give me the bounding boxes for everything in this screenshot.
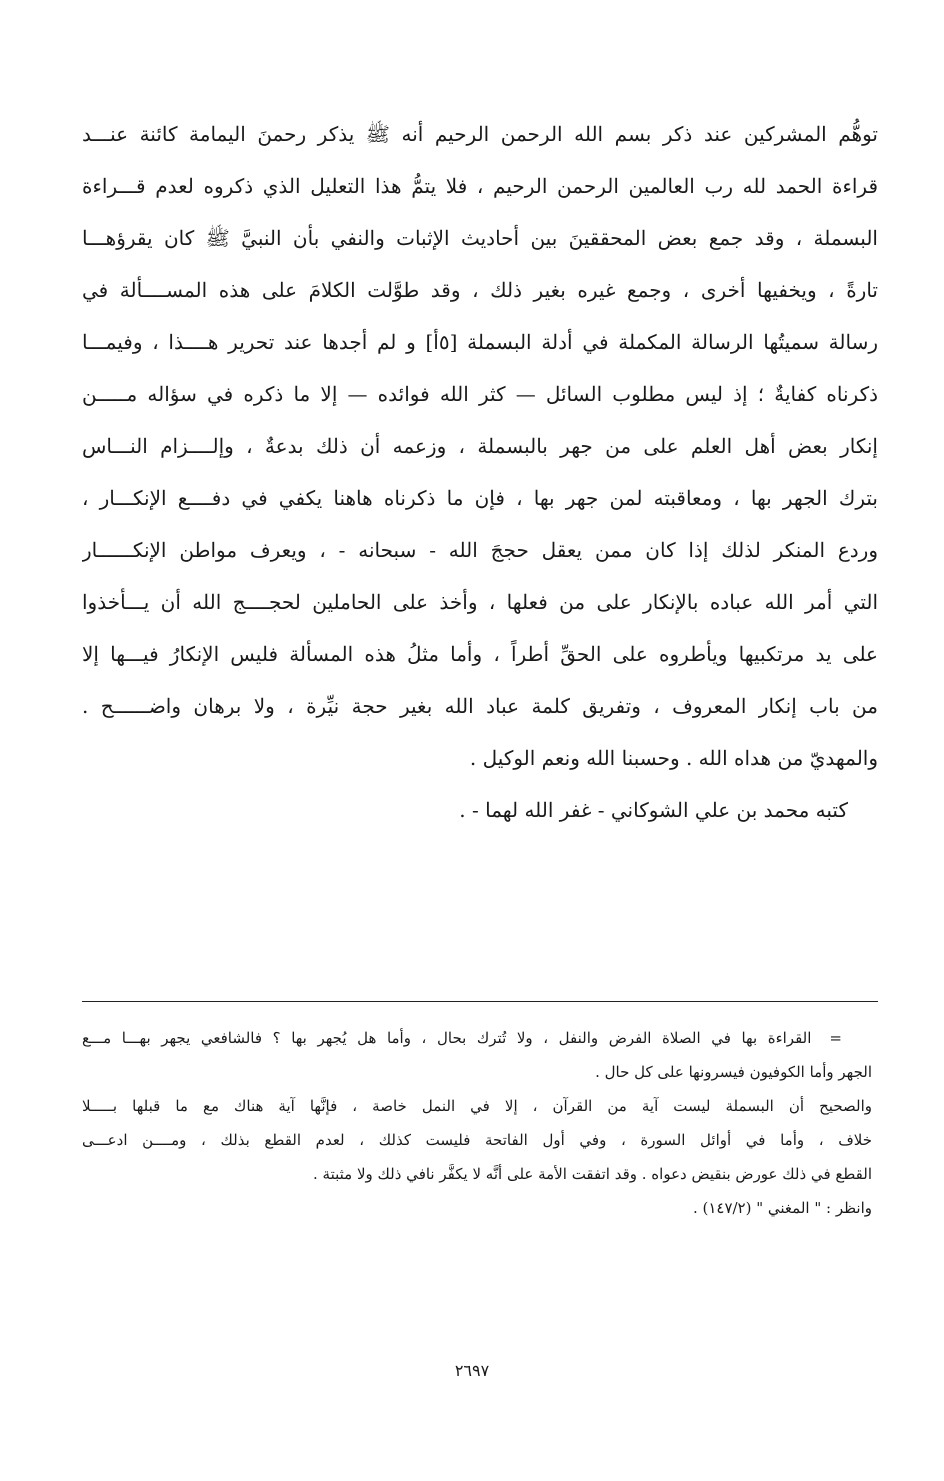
footnote-continuation-marker: = xyxy=(829,1029,842,1047)
main-text-line: وردع المنكر لذلك إذا كان ممن يعقل حججَ الله - سبحانه - ، ويعرف مواطن الإنكــــــار xyxy=(82,538,878,562)
main-text-line: توهُّم المشركين عند ذكر بسم الله الرحمن الرحيم أنه ﷺ يذكر رحمنَ اليمامة كائنة عنـــد xyxy=(82,122,878,146)
footnote-line xyxy=(82,1021,878,1055)
main-text-line: والمهديّ من هداه الله . وحسبنا الله ونعم الوكيل . xyxy=(469,746,878,770)
footnote-line: خلاف ، وأما في أوائل السورة ، وفي أول الفاتحة فليست كذلك ، لعدم القطع بذلك ، ومــــن ادعـــى xyxy=(82,1131,872,1149)
main-text-line: قراءة الحمد لله رب العالمين الرحمن الرحيم ، فلا يتمُّ هذا التعليل الذي ذكروه لعدم قـــراءة xyxy=(82,174,878,198)
main-text-line: ذكرناه كفايةٌ ؛ إذ ليس مطلوب السائل — كثر الله فوائده — إلا ما ذكره في سؤاله مـــــن xyxy=(82,382,878,406)
author-signature: كتبه محمد بن علي الشوكاني - غفر الله لهما - . xyxy=(459,798,848,822)
footnote-line-text: القراءة بها في الصلاة الفرض والنفل ، ولا تُترك بحال ، وأما هل يُجهر بها ؟ فالشافعي يجهر بهـــا مـــع xyxy=(82,1029,812,1047)
main-text-line: على يد مرتكبيها ويأطروه على الحقِّ أطراً ، وأما مثلُ هذه المسألة فليس الإنكارُ فيـــها إلا xyxy=(82,642,878,666)
main-text-line: البسملة ، وقد جمع بعض المحققينَ بين أحاديث الإثبات والنفي بأن النبيَّ ﷺ كان يقرؤهـــا xyxy=(82,226,878,250)
main-text-block xyxy=(82,108,878,836)
footnote-line: الجهر وأما الكوفيون فيسرونها على كل حال . xyxy=(595,1063,872,1081)
main-text-line: إنكار بعض أهل العلم على من جهر بالبسملة ، وزعمه أن ذلك بدعةٌ ، وإلــــزام النـــاس xyxy=(82,434,878,458)
footnote-line: والصحيح أن البسملة ليست آية من القرآن ، إلا في النمل خاصة ، فإنَّها آية هناك مع ما قبلها بـــــلا xyxy=(82,1097,872,1115)
main-text-line: التي أمر الله عباده بالإنكار على من فعلها ، وأخذ على الحاملين لحجــــج الله أن يـــأخذوا xyxy=(82,590,878,614)
footnote-divider xyxy=(82,1001,878,1002)
footnote-line: القطع في ذلك عورض بنقيض دعواه . وقد اتفقت الأمة على أنَّه لا يكفَّر نافي ذلك ولا مثبتة . xyxy=(313,1165,872,1183)
main-text-line: بترك الجهر بها ، ومعاقبته لمن جهر بها ، فإن ما ذكرناه هاهنا يكفي في دفــــع الإنكـــار ، xyxy=(82,486,878,510)
main-text-line: من باب إنكار المعروف ، وتفريق كلمة عباد الله بغير حجة نيِّرة ، ولا برهان واضــــــح . xyxy=(82,694,878,718)
main-text-line: رسالة سميتُها الرسالة المكملة في أدلة البسملة [٥أ] و لم أجدها عند تحرير هــــذا ، وفيمـــا xyxy=(82,330,878,354)
footnote-line: وانظر : " المغني " (١٤٧/٢) . xyxy=(692,1199,872,1217)
main-text-line: تارةً ، ويخفيها أخرى ، وجمع غيره بغير ذلك ، وقد طوَّلت الكلامَ على هذه المســــألة في xyxy=(82,278,878,302)
footnotes-block xyxy=(82,1021,878,1225)
page-number: ٢٦٩٧ xyxy=(454,1361,490,1380)
